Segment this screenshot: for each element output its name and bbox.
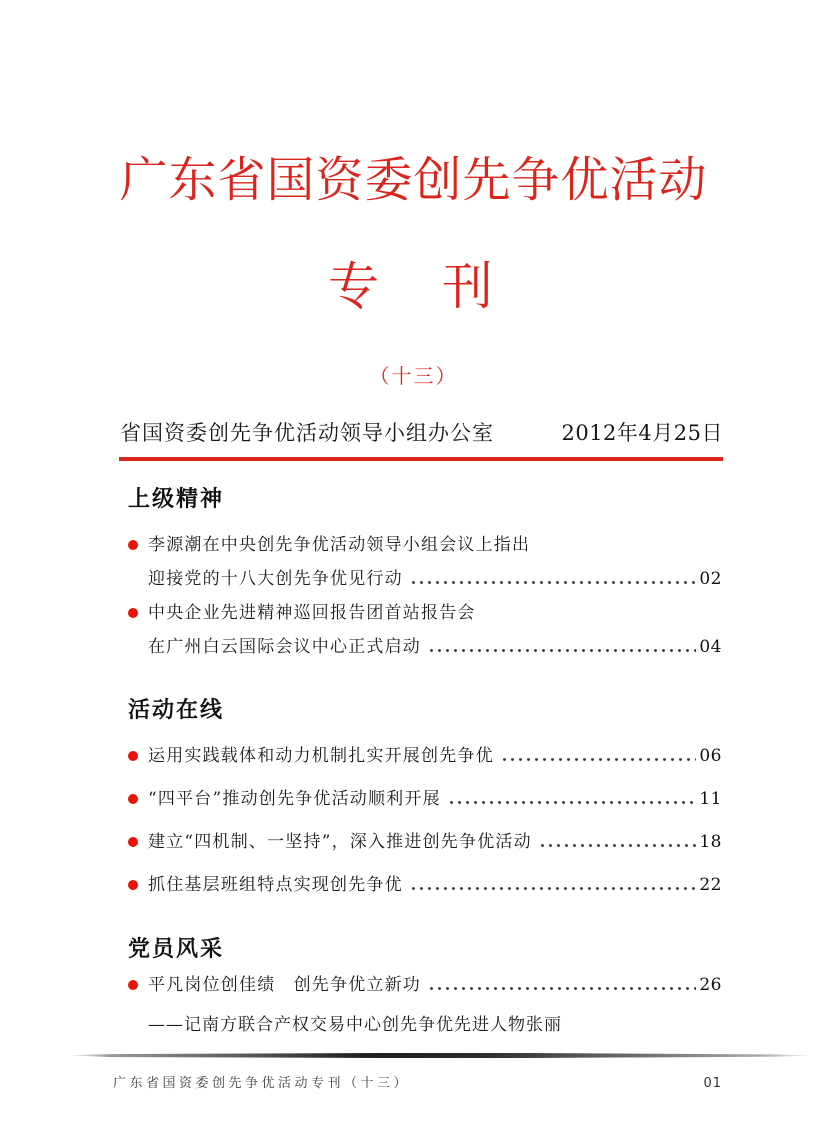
bullet-icon (128, 980, 138, 990)
toc-page-number: 04 (699, 637, 722, 657)
toc-item-subtitle: ——记南方联合产权交易中心创先争优先进人物张丽 (148, 1015, 562, 1035)
toc-section (120, 934, 722, 1040)
bullet-icon (128, 608, 138, 618)
toc-item-row (120, 825, 722, 859)
bullet-icon (128, 837, 138, 847)
publication-title: 广东省国资委创先争优活动 (119, 152, 708, 208)
toc-page-number: 18 (699, 832, 722, 852)
dot-leader (411, 868, 697, 902)
bullet-icon (128, 880, 138, 890)
dot-leader (502, 739, 697, 773)
toc-item-row (120, 630, 722, 664)
toc-item-title: 平凡岗位创佳绩 创先争优立新功 (148, 975, 421, 995)
toc-page-number: 22 (699, 875, 722, 895)
toc-item-row (120, 782, 722, 816)
issuing-office: 省国资委创先争优活动领导小组办公室 (120, 421, 494, 445)
toc-item-row (120, 596, 722, 630)
footer-page-number: 01 (703, 1076, 722, 1091)
toc-item-title: 建立“四机制、一坚持”，深入推进创先争优活动 (148, 832, 532, 852)
dot-leader (449, 782, 697, 816)
toc-item-title: 迎接党的十八大创先争优见行动 (148, 569, 403, 589)
toc-item-row (120, 562, 722, 596)
toc-item-title: 李源潮在中央创先争优活动领导小组会议上指出 (148, 535, 531, 555)
section-heading: 活动在线 (128, 697, 225, 723)
toc-item-row (120, 739, 722, 773)
toc-page-number: 26 (699, 975, 722, 995)
toc-page-number: 02 (699, 569, 722, 589)
toc-item-title: 运用实践载体和动力机制扎实开展创先争优 (148, 746, 494, 766)
dot-leader (429, 630, 696, 664)
bullet-icon (128, 540, 138, 550)
footer-running-title: 广东省国资委创先争优活动专刊（十三） (113, 1076, 411, 1091)
toc-item-row (120, 968, 722, 1002)
toc-page-number: 11 (699, 789, 722, 809)
publication-subtitle: 专 刊 (327, 258, 499, 317)
section-heading: 上级精神 (128, 486, 225, 512)
footer-divider-bar (64, 1053, 818, 1058)
toc-item-title: 在广州白云国际会议中心正式启动 (148, 637, 421, 657)
publication-date: 2012年4月25日 (561, 421, 723, 445)
issue-number: （十三） (369, 364, 458, 388)
page-footer (113, 1072, 722, 1091)
toc-item-row (120, 868, 722, 902)
toc-item-title: “四平台”推动创先争优活动顺利开展 (148, 789, 441, 809)
dot-leader (411, 562, 697, 596)
bullet-icon (128, 794, 138, 804)
bullet-icon (128, 751, 138, 761)
toc-item-title: 中央企业先进精神巡回报告团首站报告会 (148, 603, 476, 623)
dot-leader (540, 825, 697, 859)
masthead-info-row (120, 418, 723, 448)
masthead-divider-rule (119, 457, 723, 461)
toc-item-row (120, 528, 722, 562)
dot-leader (429, 968, 696, 1002)
toc-page-number: 06 (699, 746, 722, 766)
toc-item-title: 抓住基层班组特点实现创先争优 (148, 875, 403, 895)
toc-section (120, 695, 722, 911)
section-heading: 党员风采 (128, 936, 225, 962)
toc-section (120, 484, 722, 664)
